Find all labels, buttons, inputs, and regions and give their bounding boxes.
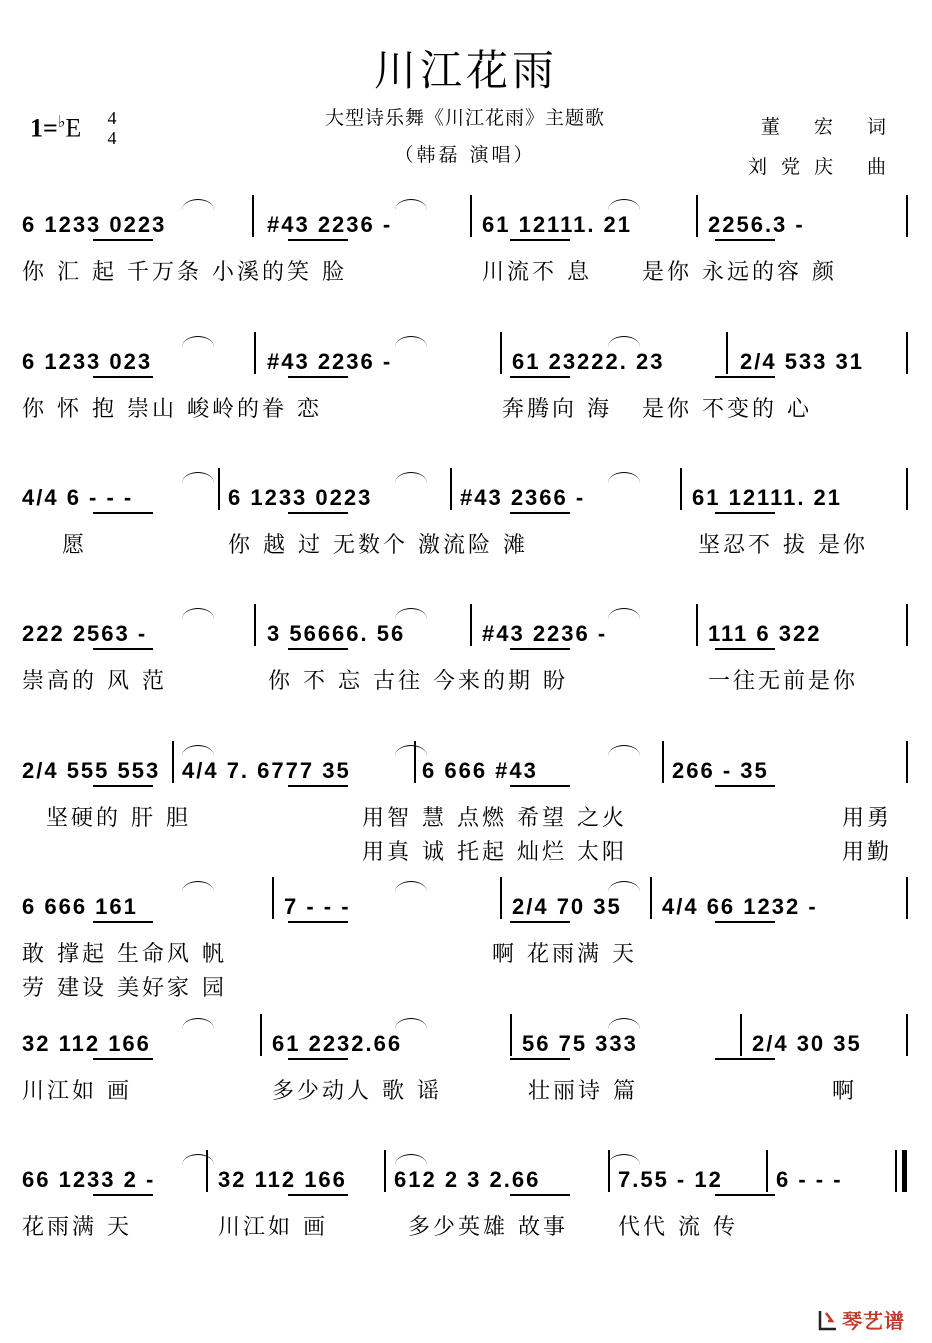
bar-line (500, 877, 502, 919)
tie-arc (395, 1154, 427, 1165)
score-system (22, 751, 910, 871)
beam-underline (510, 785, 570, 787)
lyric-phrase: 崇高的 风 范 (22, 669, 167, 694)
notation-line (22, 1160, 910, 1200)
measure-notes: #43 2236 - (267, 212, 393, 237)
tie-arc (608, 1018, 640, 1029)
beam-underline (288, 1058, 348, 1060)
lyric-phrase: 劳 建设 美好家 园 (22, 976, 227, 1001)
lyric-line (22, 1210, 910, 1240)
tie-arc (182, 336, 214, 347)
lyric-phrase: 壮丽诗 篇 (528, 1079, 638, 1104)
bar-line (272, 877, 274, 919)
key-prefix: 1= (30, 113, 58, 143)
tie-arc (608, 608, 640, 619)
measure-notes: 2/4 70 35 (512, 894, 622, 919)
beam-underline (715, 239, 775, 241)
time-denominator: 4 (107, 128, 117, 148)
logo-text: 琴艺谱 (842, 1309, 905, 1333)
lyric-phrase: 你 汇 起 千万条 小溪的笑 脸 (22, 260, 347, 285)
measure-notes: 66 1233 2 - (22, 1167, 156, 1192)
lyric-phrase: 奔腾向 海 (502, 397, 612, 422)
beam-underline (93, 239, 153, 241)
notation-line (22, 205, 910, 245)
measure-notes: 32 112 166 (218, 1167, 347, 1192)
time-numerator: 4 (107, 108, 117, 128)
beam-underline (510, 921, 570, 923)
bar-line (906, 604, 908, 646)
lyric-phrase: 啊 (832, 1079, 858, 1104)
bar-line (740, 1014, 742, 1056)
lyric-line (22, 255, 910, 285)
measure-notes: 4/4 6 - - - (22, 485, 134, 510)
tie-arc (182, 472, 214, 483)
bar-line (662, 741, 664, 783)
tie-arc (608, 336, 640, 347)
notation-line (22, 1024, 910, 1064)
beam-underline (510, 376, 570, 378)
bar-line (906, 332, 908, 374)
lyric-line (22, 801, 910, 831)
measure-notes: 61 23222. 23 (512, 349, 665, 374)
bar-line (384, 1150, 386, 1192)
song-title: 川江花雨 (373, 46, 558, 95)
bar-line (726, 332, 728, 374)
flat-sign: ♭ (57, 114, 66, 131)
lyric-line (22, 937, 910, 967)
score-system (22, 887, 910, 1007)
bar-line (895, 1150, 897, 1192)
bar-line (252, 195, 254, 237)
measure-notes: 6 666 161 (22, 894, 138, 919)
notation-line (22, 478, 910, 518)
tie-arc (395, 745, 427, 756)
lyric-phrase: 川江如 画 (218, 1215, 328, 1240)
beam-underline (510, 239, 570, 241)
tie-arc (395, 472, 427, 483)
composer: 刘党庆 曲 (747, 156, 900, 178)
beam-underline (715, 648, 775, 650)
lyric-phrase: 愿 (62, 533, 88, 558)
tie-arc (182, 881, 214, 892)
beam-underline (510, 512, 570, 514)
lyric-phrase: 敢 撑起 生命风 帆 (22, 942, 227, 967)
bar-line (254, 332, 256, 374)
lyric-phrase: 坚忍不 拔 是你 (698, 533, 868, 558)
measure-notes: 612 2 3 2.66 (394, 1167, 541, 1192)
lyric-phrase: 多少英雄 故事 (408, 1215, 568, 1240)
beam-underline (93, 648, 153, 650)
measure-notes: 2256.3 - (708, 212, 805, 237)
measure-notes: 7 - - - (284, 894, 351, 919)
score-system (22, 614, 910, 734)
beam-underline (93, 785, 153, 787)
tie-arc (608, 745, 640, 756)
tie-arc (395, 881, 427, 892)
lyric-phrase: 是你 永远的容 颜 (642, 260, 837, 285)
key-signature (30, 112, 81, 144)
lyric-line-verse2 (22, 971, 910, 1001)
beam-underline (715, 1194, 775, 1196)
bar-line (510, 1014, 512, 1056)
lyric-phrase: 你 不 忘 古往 今来的期 盼 (268, 669, 568, 694)
bar-line (260, 1014, 262, 1056)
score-system (22, 1160, 910, 1280)
lyric-line-verse2 (22, 835, 910, 865)
beam-underline (510, 1058, 570, 1060)
lyric-phrase: 用勇 (842, 806, 893, 831)
bar-line (906, 741, 908, 783)
bar-line (680, 468, 682, 510)
beam-underline (288, 376, 348, 378)
measure-notes: 3 56666. 56 (267, 621, 406, 646)
measure-notes: 4/4 7. 6777 35 (182, 758, 351, 783)
measure-notes: 56 75 333 (522, 1031, 638, 1056)
time-signature (104, 108, 120, 148)
bar-line (470, 195, 472, 237)
tie-arc (608, 881, 640, 892)
tie-arc (182, 745, 214, 756)
lyric-line (22, 1074, 910, 1104)
tie-arc (395, 1018, 427, 1029)
lyric-line (22, 664, 910, 694)
bar-line (906, 195, 908, 237)
tie-arc (395, 199, 427, 210)
measure-notes: 61 2232.66 (272, 1031, 403, 1056)
notation-line (22, 887, 910, 927)
score-system (22, 1024, 910, 1144)
bar-line (500, 332, 502, 374)
logo-icon (818, 1309, 838, 1331)
tie-arc (608, 199, 640, 210)
measure-notes: 7.55 - 12 (618, 1167, 723, 1192)
beam-underline (93, 1194, 153, 1196)
lyric-phrase: 一往无前是你 (708, 669, 859, 694)
score-system (22, 342, 910, 462)
measure-notes: 61 12111. 21 (692, 485, 843, 510)
lyric-phrase: 用智 慧 点燃 希望 之火 (362, 806, 627, 831)
tie-arc (395, 336, 427, 347)
bar-line (906, 1014, 908, 1056)
tie-arc (182, 1154, 214, 1165)
bar-line (172, 741, 174, 783)
lyric-phrase: 川流不 息 (482, 260, 592, 285)
tie-arc (608, 472, 640, 483)
lyric-phrase: 川江如 画 (22, 1079, 132, 1104)
beam-underline (288, 648, 348, 650)
beam-underline (715, 785, 775, 787)
measure-notes: 111 6 322 (708, 621, 822, 646)
bar-line (766, 1150, 768, 1192)
site-logo (818, 1305, 905, 1334)
measure-notes: 6 1233 023 (22, 349, 153, 374)
beam-underline (288, 512, 348, 514)
bar-line (906, 877, 908, 919)
measure-notes: 266 - 35 (672, 758, 769, 783)
tie-arc (182, 199, 214, 210)
lyric-line (22, 528, 910, 558)
lyricist: 董 宏 词 (760, 116, 900, 138)
measure-notes: #43 2366 - (460, 485, 586, 510)
score-system (22, 205, 910, 325)
measure-notes: 2/4 30 35 (752, 1031, 862, 1056)
lyric-line (22, 392, 910, 422)
measure-notes: 32 112 166 (22, 1031, 151, 1056)
tie-arc (395, 608, 427, 619)
lyric-phrase: 代代 流 传 (618, 1215, 738, 1240)
beam-underline (288, 239, 348, 241)
measure-notes: 6 1233 0223 (228, 485, 373, 510)
bar-line (450, 468, 452, 510)
notation-line (22, 614, 910, 654)
final-bar-line (902, 1150, 907, 1192)
measure-notes: 4/4 66 1232 - (662, 894, 818, 919)
bar-line (218, 468, 220, 510)
beam-underline (93, 921, 153, 923)
lyric-phrase: 用真 诚 托起 灿烂 太阳 (362, 840, 627, 865)
bar-line (906, 468, 908, 510)
tie-arc (182, 608, 214, 619)
beam-underline (93, 376, 153, 378)
beam-underline (715, 376, 775, 378)
beam-underline (510, 648, 570, 650)
lyric-phrase: 你 越 过 无数个 激流险 滩 (228, 533, 528, 558)
beam-underline (93, 512, 153, 514)
lyric-phrase: 啊 花雨满 天 (492, 942, 637, 967)
measure-notes: 61 12111. 21 (482, 212, 633, 237)
notation-line (22, 342, 910, 382)
beam-underline (715, 512, 775, 514)
beam-underline (288, 785, 348, 787)
measure-notes: 222 2563 - (22, 621, 148, 646)
bar-line (696, 195, 698, 237)
beam-underline (715, 1058, 775, 1060)
beam-underline (288, 1194, 348, 1196)
lyric-phrase: 用勤 (842, 840, 893, 865)
subtitle: 大型诗乐舞《川江花雨》主题歌 (324, 107, 605, 129)
bar-line (650, 877, 652, 919)
measure-notes: 6 1233 0223 (22, 212, 167, 237)
measure-notes: 6 - - - (776, 1167, 843, 1192)
notation-line (22, 751, 910, 791)
measure-notes: #43 2236 - (267, 349, 393, 374)
lyric-phrase: 是你 不变的 心 (642, 397, 812, 422)
lyric-phrase: 坚硬的 肝 胆 (46, 806, 191, 831)
measure-notes: 2/4 533 31 (740, 349, 864, 374)
measure-notes: #43 2236 - (482, 621, 608, 646)
bar-line (608, 1150, 610, 1192)
lyric-phrase: 你 怀 抱 崇山 峻岭的眷 恋 (22, 397, 322, 422)
measure-notes: 2/4 555 553 (22, 758, 161, 783)
measure-notes: 6 666 #43 (422, 758, 538, 783)
lyric-phrase: 花雨满 天 (22, 1215, 132, 1240)
tie-arc (182, 1018, 214, 1029)
beam-underline (288, 921, 348, 923)
bar-line (696, 604, 698, 646)
bar-line (470, 604, 472, 646)
beam-underline (510, 1194, 570, 1196)
beam-underline (93, 1058, 153, 1060)
beam-underline (715, 921, 775, 923)
bar-line (254, 604, 256, 646)
singer: （韩磊 演唱） (394, 144, 536, 166)
key-note: E (65, 113, 82, 143)
lyric-phrase: 多少动人 歌 谣 (272, 1079, 442, 1104)
score-system (22, 478, 910, 598)
tie-arc (608, 1154, 640, 1165)
